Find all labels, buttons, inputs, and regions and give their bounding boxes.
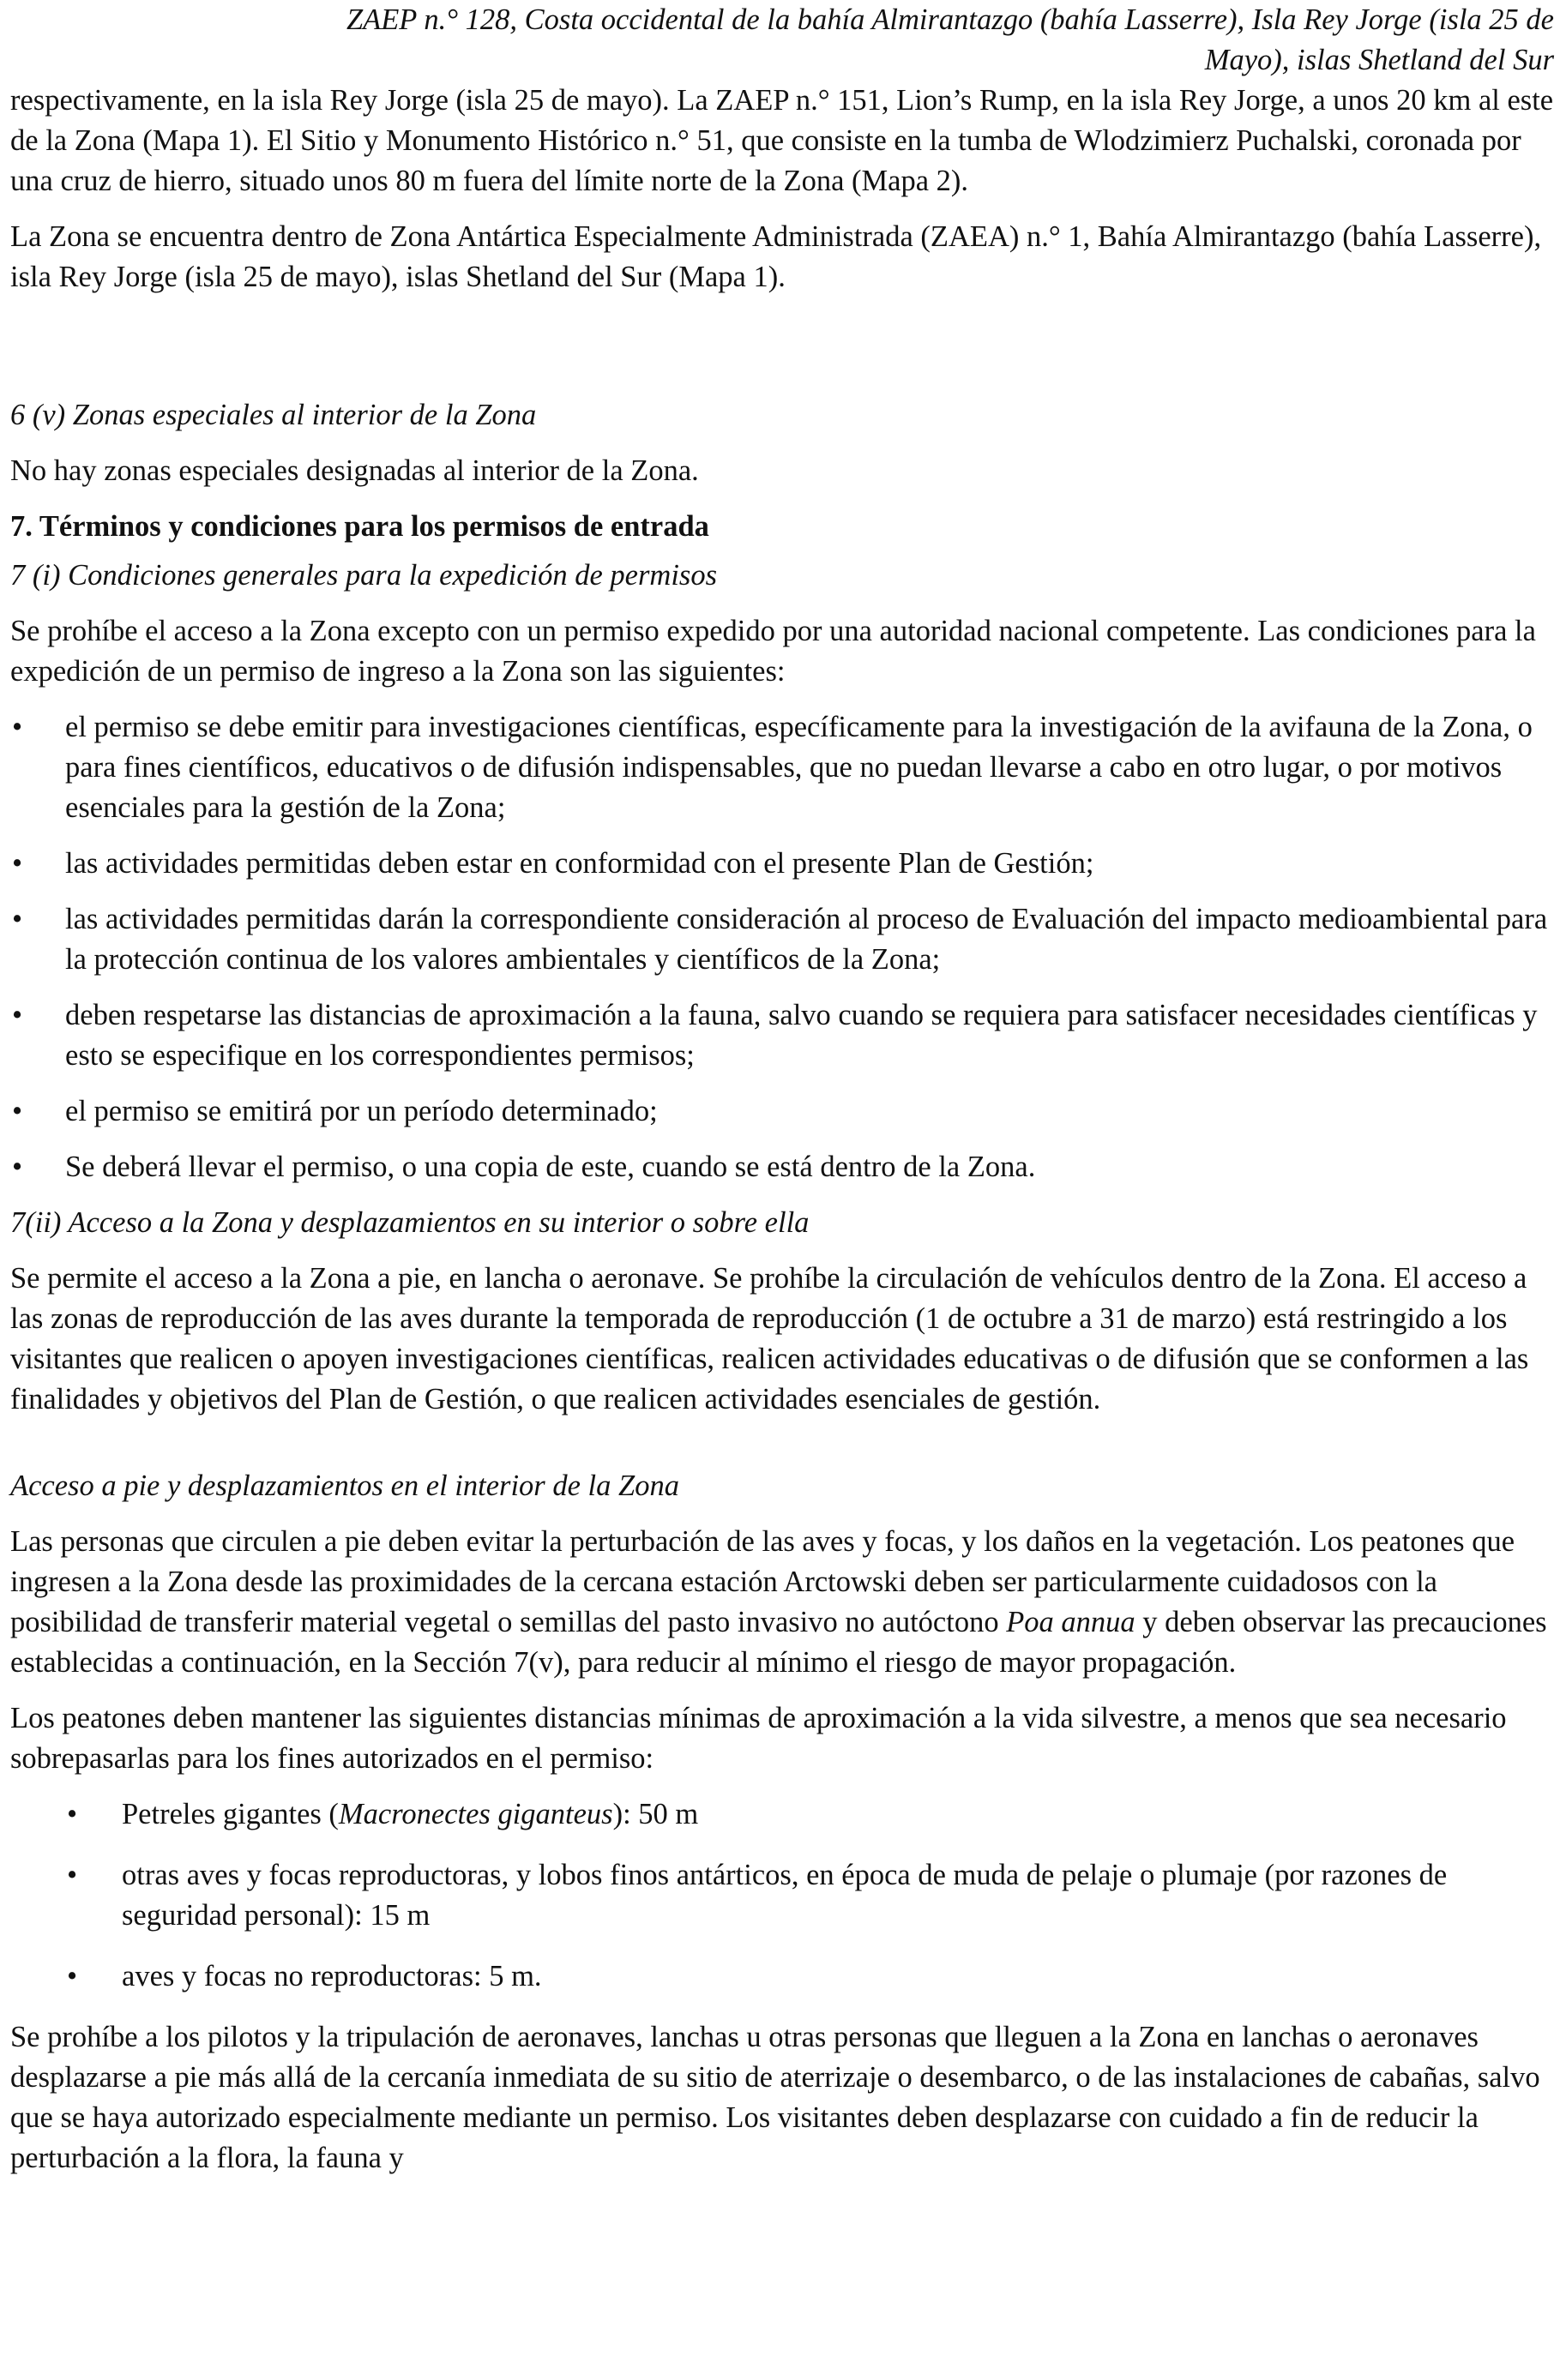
list-item-text: el permiso se debe emitir para investigaciones científicas, específicamente para la investigación de la avifauna de la Zona, o para fines científicos, educativos o de difusión indispensables, que no puedan llevarse a cabo en otro lugar, o por motivos esenciales para la gestión de la Zona;: [65, 711, 1533, 824]
bullet-icon: •: [12, 999, 23, 1031]
bullet-icon: •: [12, 847, 23, 880]
running-header-line-1: ZAEP n.° 128, Costa occidental de la bahía Almirantazgo (bahía Lasserre), Isla Rey Jorge (isla 25 de: [346, 3, 1554, 36]
bullet-icon: •: [12, 903, 23, 935]
text-run: Las personas que circulen a pie deben evitar la perturbación de las aves y focas, y los daños en la vegetación. Los peatones que ingresen a la Zona desde las proximidades de la cercana estación Arctowski deben ser particularmente cuidadosos con la posibilidad de transferir material vegetal o semillas del pasto invasivo no autóctono: [10, 1525, 1515, 1638]
bullet-icon: •: [67, 1859, 78, 1891]
permit-conditions-list: [10, 707, 1554, 1187]
list-item: [10, 1794, 1554, 1835]
foot-access-paragraph-1: [10, 1522, 1554, 1683]
foot-access-heading: Acceso a pie y desplazamientos en el interior de la Zona: [10, 1469, 679, 1502]
list-item: [10, 995, 1554, 1076]
approach-distances-list: [10, 1794, 1554, 1997]
text-run: Petreles gigantes (: [122, 1798, 339, 1830]
bullet-icon: •: [12, 711, 23, 743]
list-item-text: las actividades permitidas darán la correspondiente consideración al proceso de Evaluación del impacto medioambiental para la protección continua de los valores ambientales y científicos de la Zona;: [65, 903, 1548, 976]
foot-access-paragraph-3: Se prohíbe a los pilotos y la tripulación de aeronaves, lanchas u otras personas que lleguen a la Zona en lanchas o aeronaves desplazarse a pie más allá de la cercanía inmediata de su sitio de aterrizaje o desembarco, o de las instalaciones de cabañas, salvo que se haya autorizado especialmente mediante un permiso. Los visitantes deben desplazarse con cuidado a fin de reducir la perturbación a la flora, la fauna y: [10, 2021, 1540, 2174]
intro-paragraph-2: La Zona se encuentra dentro de Zona Antártica Especialmente Administrada (ZAEA) n.° 1, Bahía Almirantazgo (bahía Lasserre), isla Rey Jorge (isla 25 de mayo), islas Shetland del Sur (Mapa 1).: [10, 220, 1542, 293]
bullet-icon: •: [12, 1095, 23, 1127]
list-item: [10, 1147, 1554, 1187]
species-name: Macronectes giganteus: [338, 1798, 613, 1830]
text-run: aves y focas no reproductoras: 5 m.: [122, 1960, 542, 1992]
list-item-text: deben respetarse las distancias de aproximación a la fauna, salvo cuando se requiera para satisfacer necesidades científicas y esto se especifique en los correspondientes permisos;: [65, 999, 1538, 1072]
section-7-heading: 7. Términos y condiciones para los permisos de entrada: [10, 510, 709, 543]
section-spacer: [10, 1435, 1554, 1466]
section-7i-text: Se prohíbe el acceso a la Zona excepto con un permiso expedido por una autoridad nacional competente. Las condiciones para la expedición de un permiso de ingreso a la Zona son las siguientes:: [10, 615, 1536, 688]
section-7ii-heading: 7(ii) Acceso a la Zona y desplazamientos en su interior o sobre ella: [10, 1206, 810, 1239]
bullet-icon: •: [67, 1798, 78, 1830]
list-item-text: las actividades permitidas deben estar en conformidad con el presente Plan de Gestión;: [65, 847, 1094, 880]
section-6v-text: No hay zonas especiales designadas al interior de la Zona.: [10, 454, 699, 487]
section-spacer: [10, 313, 1554, 395]
section-7i-heading: 7 (i) Condiciones generales para la expedición de permisos: [10, 559, 718, 592]
species-name: Poa annua: [1006, 1606, 1135, 1638]
list-item: [10, 1091, 1554, 1132]
section-6v-heading: 6 (v) Zonas especiales al interior de la Zona: [10, 399, 537, 431]
text-run: ): 50 m: [612, 1798, 699, 1830]
text-run: otras aves y focas reproductoras, y lobos finos antárticos, en época de muda de pelaje o plumaje (por razones de seguridad personal): 15 m: [122, 1859, 1448, 1932]
document-page: [10, 0, 1554, 2194]
list-item: [10, 844, 1554, 884]
running-header-line-2: Mayo), islas Shetland del Sur: [1204, 44, 1554, 76]
list-item: [10, 1855, 1554, 1936]
bullet-icon: •: [67, 1960, 78, 1992]
section-7ii-text: Se permite el acceso a la Zona a pie, en lancha o aeronave. Se prohíbe la circulación de vehículos dentro de la Zona. El acceso a las zonas de reproducción de las aves durante la temporada de reproducción (1 de octubre a 31 de marzo) está restringido a los visitantes que realicen o apoyen investigaciones científicas, realicen actividades educativas o de difusión que se conformen a las finalidades y objetivos del Plan de Gestión, o que realicen actividades esenciales de gestión.: [10, 1262, 1529, 1415]
intro-paragraph-1: respectivamente, en la isla Rey Jorge (isla 25 de mayo). La ZAEP n.° 151, Lion’s Rump, en la isla Rey Jorge, a unos 20 km al este de la Zona (Mapa 1). El Sitio y Monumento Histórico n.° 51, que consiste en la tumba de Wlodzimierz Puchalski, coronada por una cruz de hierro, situado unos 80 m fuera del límite norte de la Zona (Mapa 2).: [10, 84, 1554, 197]
foot-access-paragraph-2: Los peatones deben mantener las siguientes distancias mínimas de aproximación a la vida silvestre, a menos que sea necesario sobrepasarlas para los fines autorizados en el permiso:: [10, 1702, 1507, 1775]
list-item: [10, 1956, 1554, 1997]
list-item: [10, 707, 1554, 828]
list-item: [10, 899, 1554, 980]
list-item-text: el permiso se emitirá por un período determinado;: [65, 1095, 658, 1127]
bullet-icon: •: [12, 1151, 23, 1183]
text-run: y deben observar las precauciones establecidas a continuación, en la Sección 7(v), para reducir al mínimo el riesgo de mayor propagación.: [10, 1606, 1547, 1679]
list-item-text: Se deberá llevar el permiso, o una copia de este, cuando se está dentro de la Zona.: [65, 1151, 1036, 1183]
